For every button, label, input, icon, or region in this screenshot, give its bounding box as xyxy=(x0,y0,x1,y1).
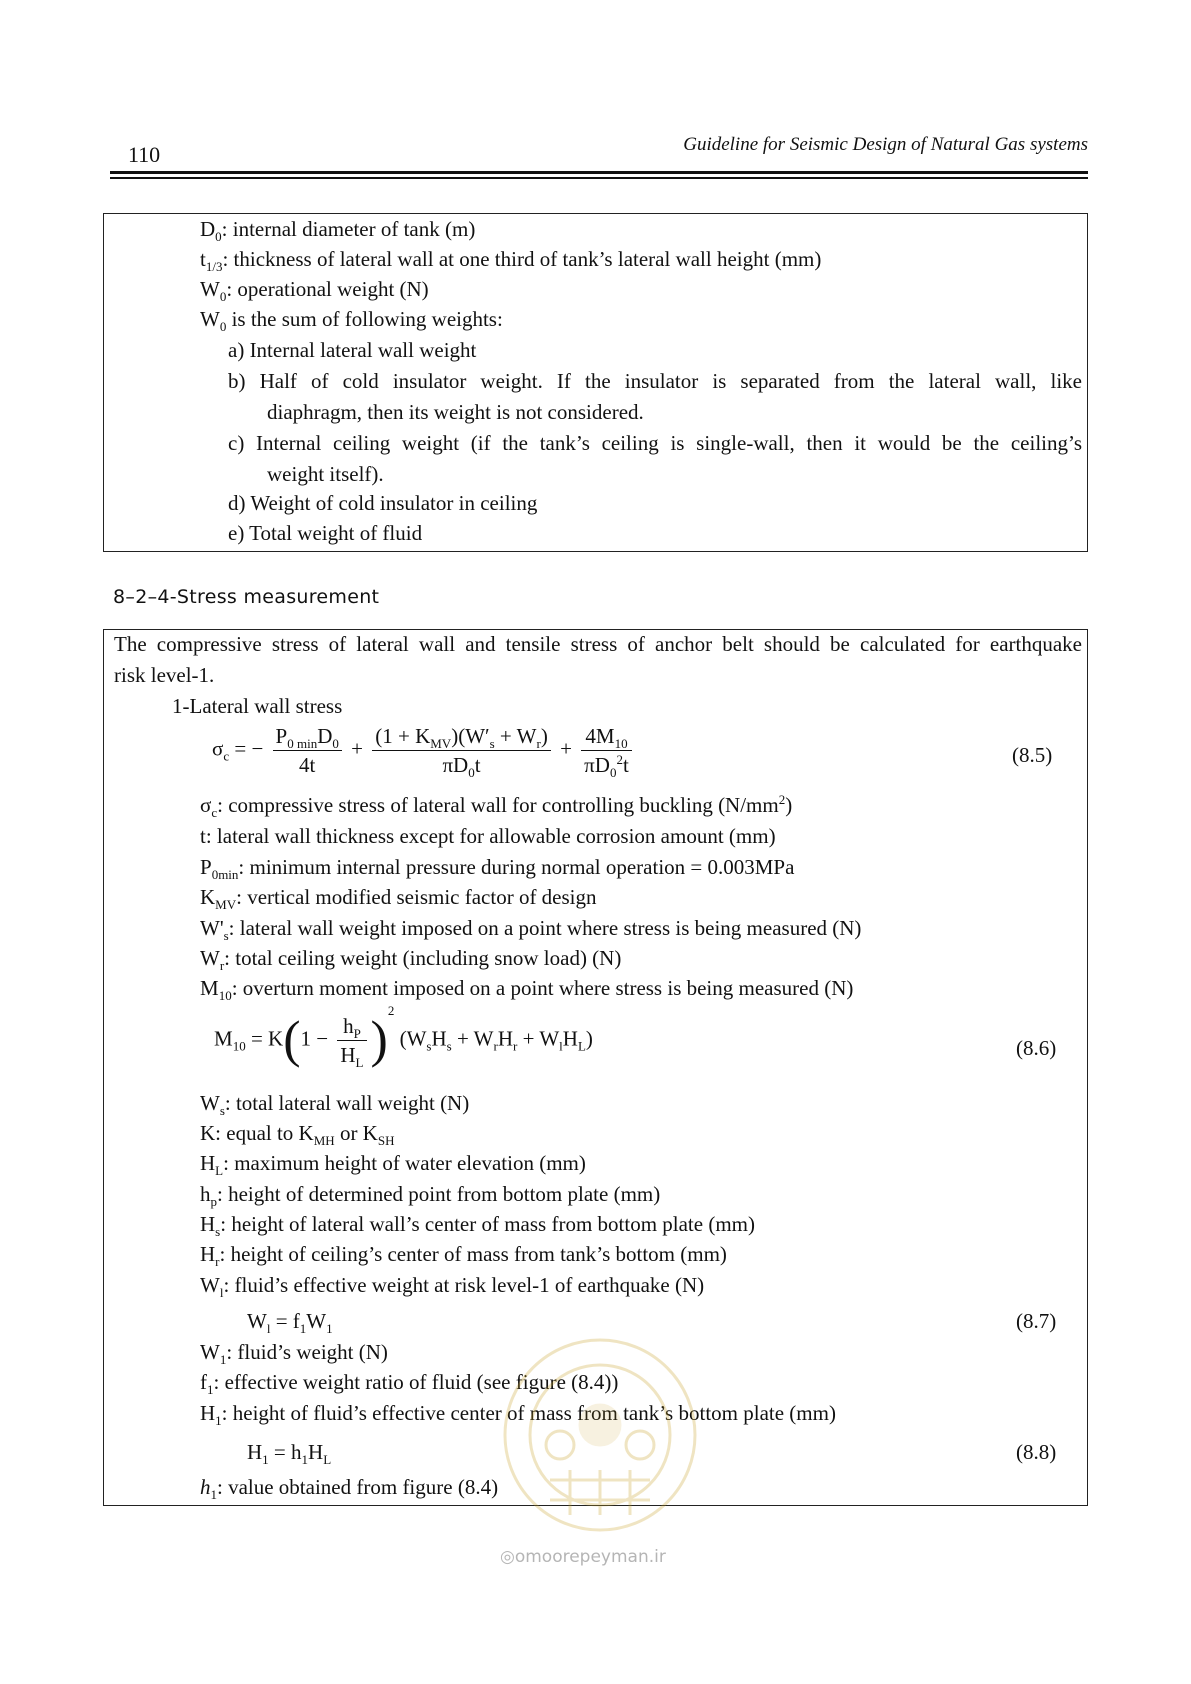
def-h1: $H_1$: height of fluid’s effective center of mass from tank’s bottom plate (mm) xyxy=(200,1401,836,1429)
equation-number-8-8: (8.8) xyxy=(1016,1440,1057,1464)
def-hs: $H_s$: height of lateral wall’s center of mass from bottom plate (mm) xyxy=(200,1212,755,1240)
equation-number-8-6: (8.6) xyxy=(1016,1036,1057,1060)
list-item-b: b) Half of cold insulator weight. If the insulator is separated from the lateral wall, like diaphragm, then its weight is not considered. xyxy=(228,369,1082,424)
def-w1: $W_1$: fluid’s weight (N) xyxy=(200,1340,388,1368)
def-line: $t_{1/3}$: thickness of lateral wall at one third of tank’s lateral wall height (mm) xyxy=(200,247,822,275)
header-rule-thick xyxy=(110,171,1088,174)
section-heading: 8–2–4-Stress measurement xyxy=(113,586,380,608)
def-hp: $h_p$: height of determined point from bottom plate (mm) xyxy=(200,1182,661,1210)
def-hl: $H_L$: maximum height of water elevation (mm) xyxy=(200,1151,586,1179)
def-m10: $M_{10}$: overturn moment imposed on a point where stress is being measured (N) xyxy=(200,976,854,1004)
equation-number-8-5: (8.5) xyxy=(1012,743,1053,767)
def-kmv: $K_{MV}$: vertical modified seismic factor of design xyxy=(200,885,597,913)
def-ws-prime: $W'_s$: lateral wall weight imposed on a point where stress is being measured (N) xyxy=(200,916,862,944)
def-hr: $H_r$: height of ceiling’s center of mass from tank’s bottom (mm) xyxy=(200,1242,727,1270)
def-sigma-c: $\sigma_c$: compressive stress of lateral wall for controlling buckling $(N/mm^2)$ xyxy=(200,792,793,821)
list-item-c: c) Internal ceiling weight (if the tank’s ceiling is single-wall, then it would be the ceiling’s weight itself). xyxy=(228,431,1082,486)
equation-8-5: $\sigma_c$ = − $\frac{P_{0 min}D_0}{4t}$ + $\frac{(1 + K_{MV})(W'_s + W_r)}{\pi D_0t}$ + $\frac{4M_{10}}{\pi D_0^2t}$ xyxy=(212,722,636,779)
page-number: 110 xyxy=(128,142,161,167)
def-k: K: equal to $K_{MH}$ or $K_{SH}$ xyxy=(200,1121,395,1149)
def-p0min: $P_{0min}$: minimum internal pressure during normal operation = 0.003MPa xyxy=(200,855,795,883)
list-item-a: a) Internal lateral wall weight xyxy=(228,338,477,362)
def-t: t: lateral wall thickness except for allowable corrosion amount (mm) xyxy=(200,824,776,848)
subhead-lateral-wall-stress: 1-Lateral wall stress xyxy=(172,694,343,718)
def-ws: $W_s$: total lateral wall weight (N) xyxy=(200,1091,470,1119)
equation-8-6: $M_{10} = K(1$ − $\frac{h_P}{H_L}$ )$^2$ $(W_sH_s + W_rH_r + W_lH_L)$ xyxy=(214,1003,593,1071)
list-item-e: e) Total weight of fluid xyxy=(228,521,423,545)
def-line: $D_0$: internal diameter of tank (m) xyxy=(200,217,476,245)
watermark-seal xyxy=(490,1330,710,1560)
def-wr: $W_r$: total ceiling weight (including snow load) (N) xyxy=(200,946,622,974)
intro-paragraph: The compressive stress of lateral wall and tensile stress of anchor belt should be calculated for earthquake risk level-1. xyxy=(114,632,1082,687)
watermark-url: ◎omoorepeyman.ir xyxy=(500,1547,666,1567)
list-item-d: d) Weight of cold insulator in ceiling xyxy=(228,491,538,515)
running-title: Guideline for Seismic Design of Natural Gas systems xyxy=(683,134,1088,155)
header-rule-thin xyxy=(110,177,1088,179)
def-wl: $W_l$: fluid’s effective weight at risk level-1 of earthquake (N) xyxy=(200,1273,705,1301)
equation-number-8-7: (8.7) xyxy=(1016,1309,1057,1333)
def-line: $W_0$ is the sum of following weights: xyxy=(200,307,503,335)
equation-8-8: $H_1 = h_1H_L$ xyxy=(247,1440,332,1468)
def-line: $W_0$: operational weight (N) xyxy=(200,277,429,305)
def-f1: $f_1$: effective weight ratio of fluid (see figure (8.4)) xyxy=(200,1370,619,1398)
def-h1-lower: $h_1$: value obtained from figure (8.4) xyxy=(200,1475,499,1503)
equation-8-7: $W_l = f_1W_1$ xyxy=(247,1309,333,1337)
